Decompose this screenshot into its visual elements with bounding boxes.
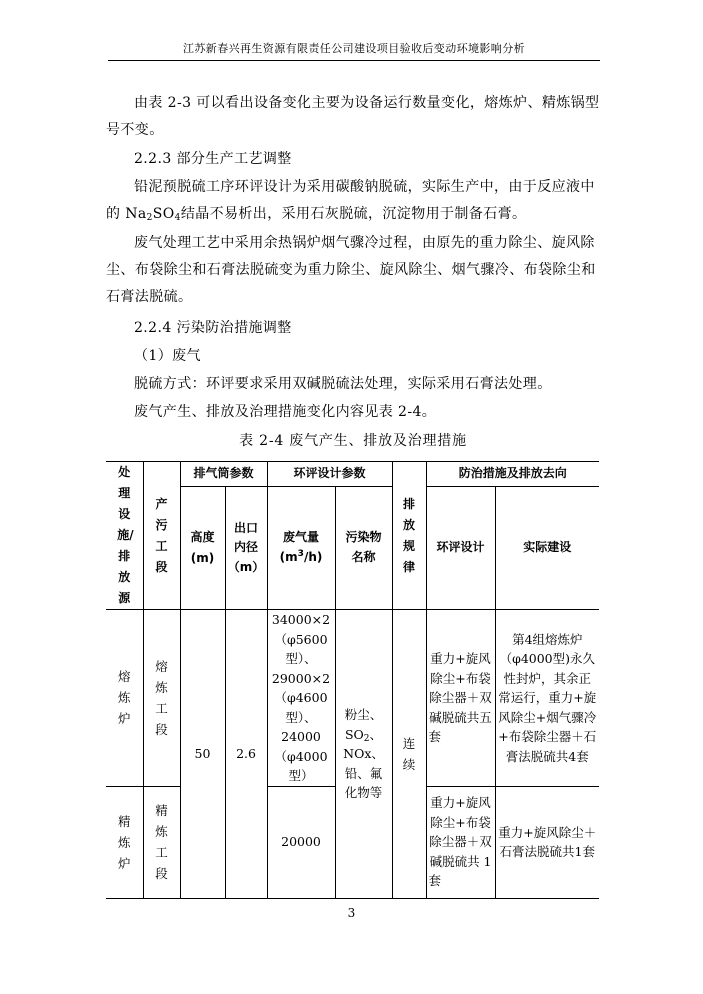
paragraph-text-part: 铅泥预脱硫工序环评设计为采用碳酸钠脱硫，实际生产中，由于反应液中的 Na bbox=[106, 179, 595, 222]
table-header-row-2 bbox=[106, 486, 599, 609]
header-measures: 防治措施及排放去向 bbox=[426, 462, 599, 487]
header-source: 处理设施/排放源 bbox=[106, 462, 143, 610]
paragraph-desulfurization-process bbox=[106, 174, 600, 228]
paragraph-equipment-change: 由表 2-3 可以看出设备变化主要为设备运行数量变化，熔炼炉、精炼锅型号不变。 bbox=[106, 95, 600, 138]
header-eia-design: 环评设计 bbox=[426, 486, 495, 609]
header-outlet-diameter: 出口 内径 （m） bbox=[225, 486, 267, 609]
page-number: 3 bbox=[347, 906, 356, 920]
cell-eia-design: 重力+旋风除尘+布袋除尘器＋双碱脱硫共五套 bbox=[426, 610, 495, 787]
header-rule bbox=[108, 60, 600, 61]
cell-process: 熔炼工段 bbox=[143, 610, 180, 787]
header-actual: 实际建设 bbox=[495, 486, 599, 609]
paragraph-text-part: SO bbox=[152, 206, 175, 222]
table-header-row-1 bbox=[106, 462, 599, 487]
cell-actual: 重力+旋风除尘＋石膏法脱硫共1套 bbox=[495, 786, 599, 898]
waste-gas-table bbox=[106, 461, 599, 899]
cell-source: 熔炼炉 bbox=[106, 610, 143, 787]
subheading-waste-gas: （1）废气 bbox=[134, 348, 201, 364]
cell-process: 精炼工段 bbox=[143, 786, 180, 898]
paragraph-desulfurization-method: 脱硫方式：环评要求采用双碱脱硫法处理，实际采用石膏法处理。 bbox=[134, 376, 552, 392]
subscript: 4 bbox=[174, 213, 181, 223]
paragraph-table-reference: 废气产生、排放及治理措施变化内容见表 2-4。 bbox=[134, 404, 437, 420]
paragraph-gas-treatment-process: 废气处理工艺中采用余热锅炉烟气骤冷过程，由原先的重力除尘、旋风除尘、布袋除尘和石膏法脱硫变为重力除尘、旋风除尘、烟气骤冷、布袋除尘和石膏法脱硫。 bbox=[106, 235, 596, 305]
running-header: 江苏新春兴再生资源有限责任公司建设项目验收后变动环境影响分析 bbox=[183, 42, 525, 55]
header-gas-volume: 废气量 $(m^3/h)$ bbox=[267, 486, 335, 609]
heading-2-2-4: 2.2.4 污染防治措施调整 bbox=[134, 320, 292, 336]
header-stack-params: 排气筒参数 bbox=[180, 462, 267, 487]
cell-pollutants: 粉尘、 $SO_2$、 NOx、 铅、氟 化物等 bbox=[335, 610, 392, 899]
cell-discharge: 连续 bbox=[392, 610, 426, 899]
table-row bbox=[106, 610, 599, 787]
header-discharge: 排放规律 bbox=[392, 462, 426, 610]
cell-actual: 第4组熔炼炉（φ4000型)永久性封炉，其余正常运行，重力+旋风除尘+烟气骤冷+布袋除尘器＋石膏法脱硫共4套 bbox=[495, 610, 599, 787]
subscript: 2 bbox=[146, 213, 153, 223]
header-height: 高度(m) bbox=[180, 486, 225, 609]
cell-gas-volume: 34000×2 （φ5600 型）、 29000×2 （φ4600 型）、 24000 （φ4000 型） bbox=[267, 610, 335, 787]
paragraph-text-part: 结晶不易析出，采用石灰脱硫，沉淀物用于制备石膏。 bbox=[180, 206, 527, 222]
cell-gas-volume: 20000 bbox=[267, 786, 335, 898]
header-pollutant-name: 污染物 名称 bbox=[335, 486, 392, 609]
cell-height: 50 bbox=[180, 610, 225, 899]
cell-outlet: 2.6 bbox=[225, 610, 267, 899]
header-eia-params: 环评设计参数 bbox=[267, 462, 392, 487]
cell-eia-design: 重力+旋风除尘+布袋除尘器＋双碱脱硫共 1 套 bbox=[426, 786, 495, 898]
heading-2-2-3: 2.2.3 部分生产工艺调整 bbox=[134, 151, 292, 167]
table-caption: 表 2-4 废气产生、排放及治理措施 bbox=[239, 433, 467, 449]
cell-source: 精炼炉 bbox=[106, 786, 143, 898]
header-process: 产污工段 bbox=[143, 462, 180, 610]
